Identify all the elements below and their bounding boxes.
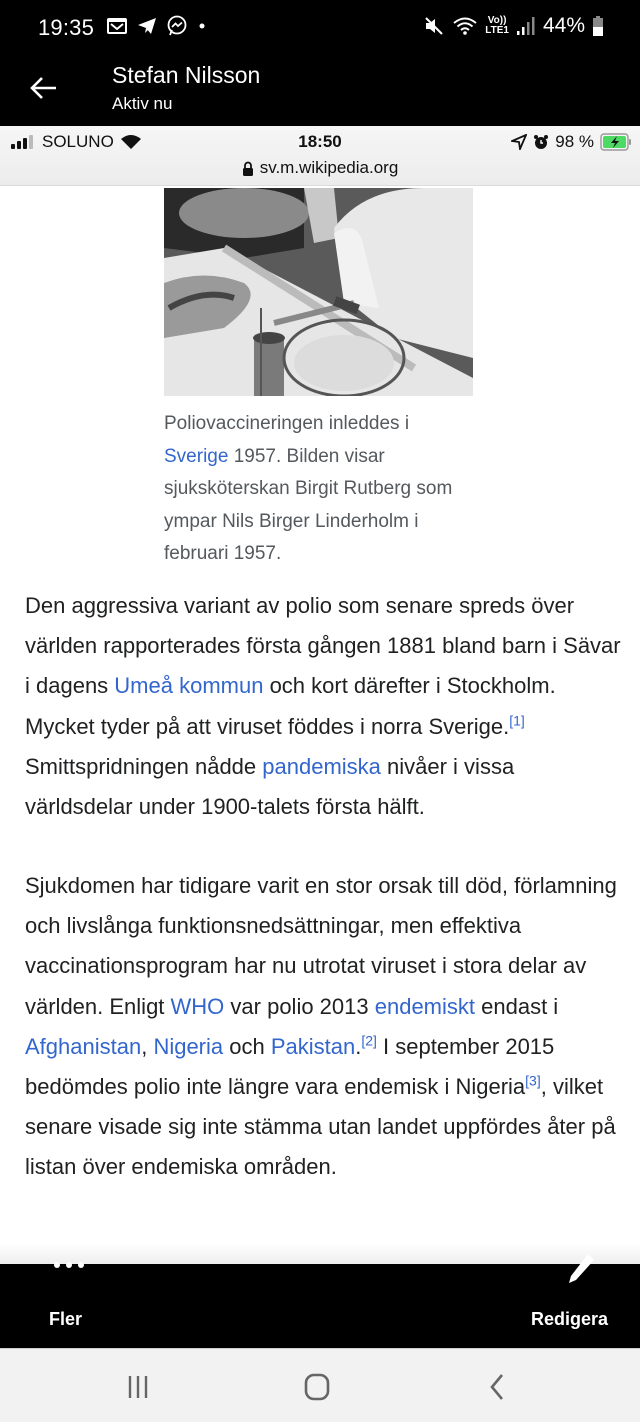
system-icons: [423, 14, 604, 38]
more-dots-icon: [52, 1258, 86, 1272]
alarm-icon: [533, 134, 549, 150]
telegram-icon: [136, 16, 158, 36]
wiki-link[interactable]: endemiskt: [374, 993, 476, 1019]
ios-clock: 18:50: [298, 132, 342, 151]
image-caption: Poliovaccineringen inleddes i Sverige 1957. Bilden visar sjuksköterskan Birgit Rutberg som ympar Nils Birger Linderholm i februari 1957.: [164, 413, 453, 564]
reference-link[interactable]: [2]: [361, 1032, 377, 1049]
home-icon: [302, 1372, 332, 1402]
wiki-link[interactable]: Nigeria: [153, 1033, 224, 1059]
shared-screenshot[interactable]: [0, 126, 640, 1264]
battery-percentage: 44%: [542, 14, 585, 37]
back-chevron-icon: [485, 1372, 509, 1402]
ios-status-bar: [0, 126, 640, 186]
article-image[interactable]: [164, 188, 473, 396]
wiki-link[interactable]: pandemiska: [262, 753, 381, 779]
edit-button[interactable]: [510, 1252, 620, 1348]
home-button[interactable]: [297, 1371, 337, 1403]
article-paragraph-2: Sjukdomen har tidigare varit en stor orsak till död, förlamning och livslånga funktionsnedsättningar, men effektiva vaccinationsprogram har nu utrotat viruset i stora delar av världen. Enligt WHO var polio 2013 endemiskt endast i Afghanistan, Nigeria och Pakistan.[2] I september 2015 bedömdes polio inte längre vara endemisk i Nigeria[3], vilket senare visade sig inte stämma utan landet uppfördes åter på listan över endemiska områden.: [25, 873, 617, 1180]
media-action-bar: [0, 1264, 640, 1348]
lock-icon: [242, 161, 254, 176]
notification-icons: [106, 15, 208, 37]
carrier-name: SOLUNO: [42, 132, 114, 151]
back-button[interactable]: [477, 1371, 517, 1403]
android-status-bar: [0, 0, 640, 56]
volte-lte-icon: Vo)) LTE1: [485, 15, 509, 36]
status-time: 19:35: [38, 15, 95, 40]
recents-icon: [123, 1373, 153, 1401]
wiki-link[interactable]: Umeå kommun: [114, 673, 264, 699]
wiki-link[interactable]: Sverige: [164, 445, 229, 467]
reference-link[interactable]: [1]: [509, 712, 525, 729]
pencil-icon: [566, 1252, 596, 1284]
article-paragraph-1: Den aggressiva variant av polio som senare spreds över världen rapporterades första gången 1881 bland barn i Sävar i dagens Umeå kommun och kort därefter i Stockholm. Mycket tyder på att viruset föddes i norra Sverige.[1] Smittspridningen nådde pandemiska nivåer i vissa världsdelar under 1900-talets första hälft.: [25, 593, 621, 820]
signal-icon: [516, 16, 536, 36]
mail-icon: [106, 16, 128, 36]
back-arrow-icon[interactable]: [28, 72, 60, 104]
url-text: sv.m.wikipedia.org: [259, 158, 399, 177]
mute-icon: [423, 15, 445, 37]
battery-icon: [592, 15, 604, 37]
contact-name[interactable]: Stefan Nilsson: [112, 62, 261, 88]
more-label: Fler: [49, 1309, 83, 1329]
edit-label: Redigera: [530, 1309, 608, 1329]
ios-battery-percentage: 98 %: [555, 132, 594, 151]
reference-link[interactable]: [3]: [525, 1072, 541, 1089]
wifi-icon: [452, 15, 478, 37]
messenger-icon: [166, 15, 188, 37]
android-navigation-bar: [0, 1348, 640, 1422]
location-arrow-icon: [511, 134, 527, 150]
wiki-link[interactable]: WHO: [170, 993, 225, 1019]
address-bar[interactable]: [0, 158, 640, 178]
dot-icon: [196, 20, 208, 32]
more-button[interactable]: [30, 1258, 100, 1348]
chat-header: [0, 56, 640, 126]
ios-right-icons: [511, 132, 632, 152]
wiki-link[interactable]: Afghanistan: [25, 1033, 142, 1059]
wiki-link[interactable]: Pakistan: [270, 1033, 356, 1059]
contact-status: Aktiv nu: [112, 94, 173, 113]
battery-charging-icon: [600, 133, 632, 151]
recents-button[interactable]: [118, 1371, 158, 1403]
vaccination-photo: [164, 188, 473, 396]
